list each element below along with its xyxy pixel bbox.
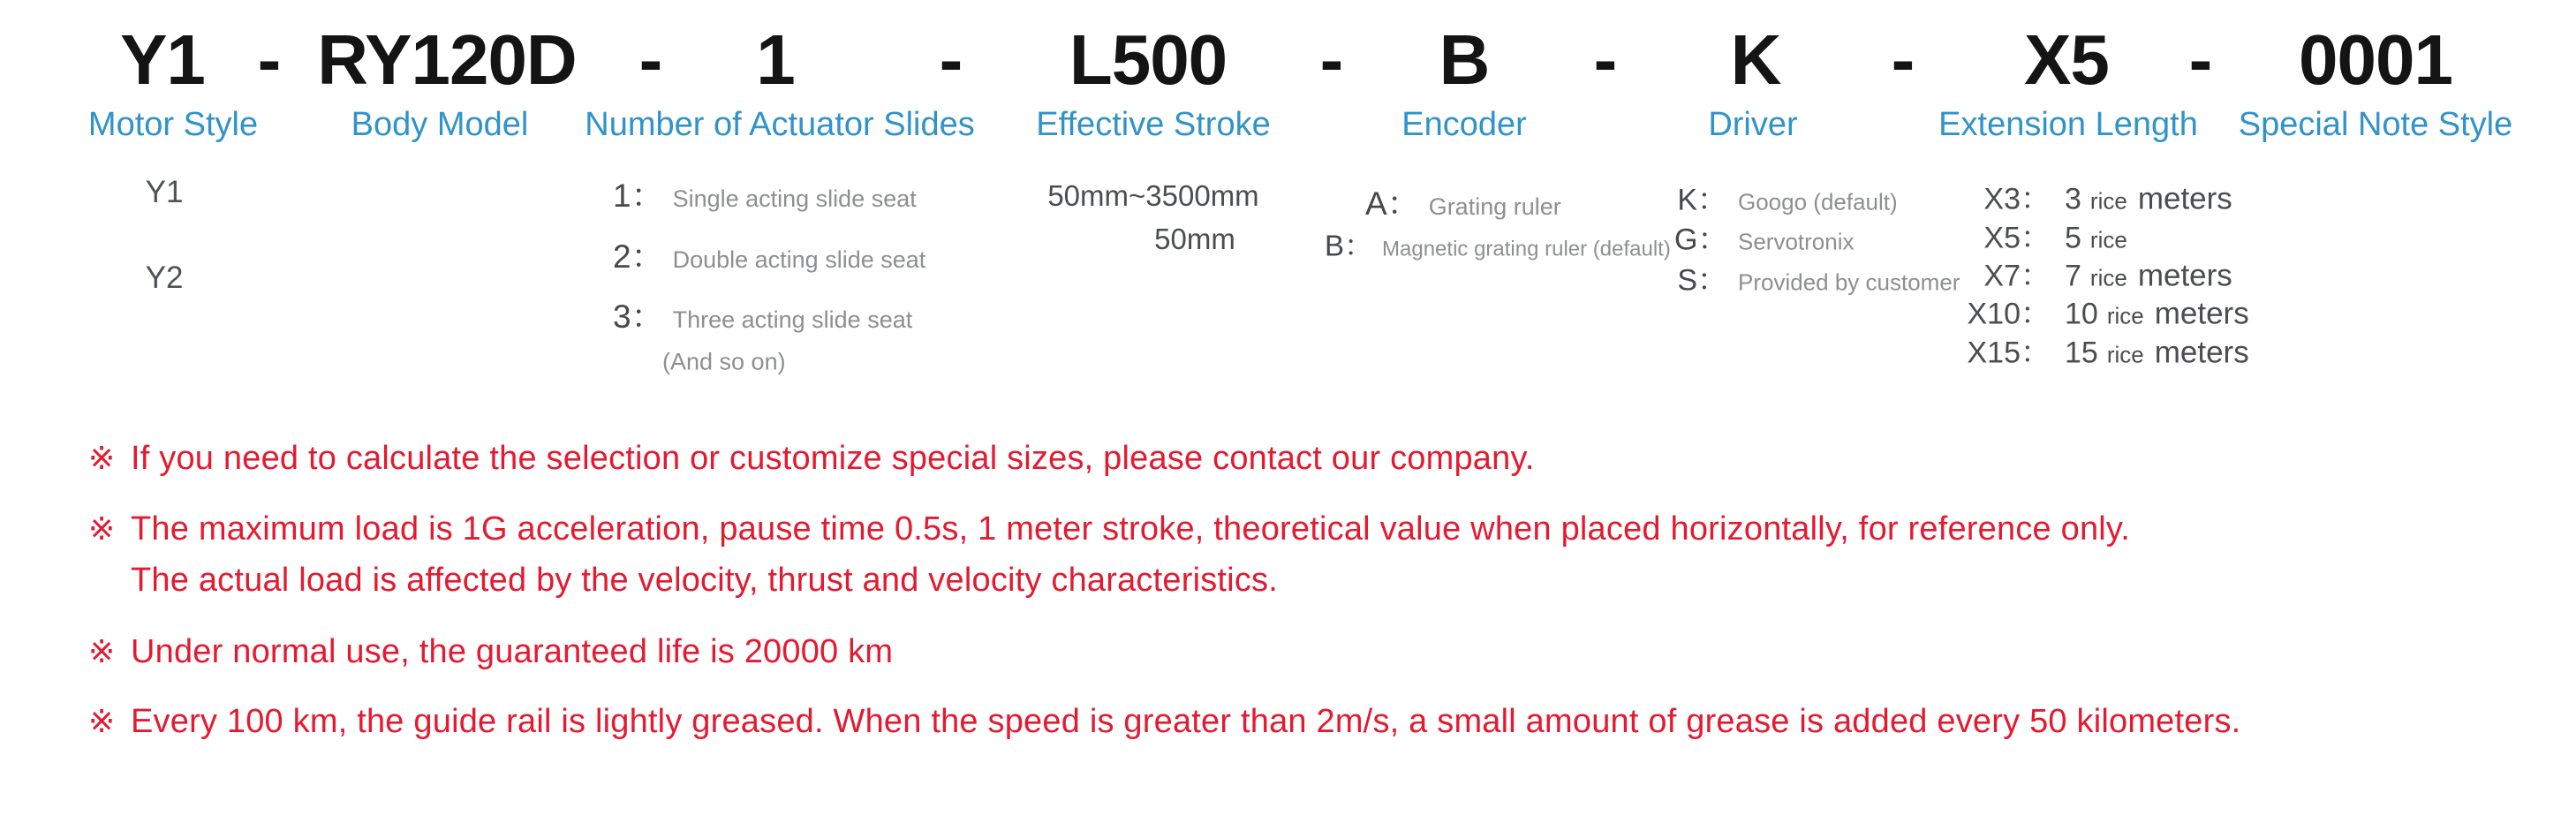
code-separator: - [638, 20, 663, 99]
option-driver-g [1674, 215, 1855, 259]
note-text: If you need to calculate the selection or customize special sizes, please contact our company. [131, 440, 1535, 477]
option-stroke-range: 50mm~3500mm [1047, 179, 1259, 212]
option-slides-etc: (And so on) [662, 348, 786, 375]
note-text: Under normal use, the guaranteed life is 20000 km [131, 633, 894, 670]
option-extension-x15 [1962, 329, 2249, 372]
option-driver-s [1674, 256, 1960, 299]
option-value: 10 [2065, 297, 2098, 331]
code-part-body-model: RY120D [317, 20, 577, 99]
code-part-slides: 1 [756, 20, 795, 99]
column-label-encoder: Encoder [1401, 106, 1527, 143]
code-part-driver: K [1730, 20, 1781, 99]
code-part-motor-style: Y1 [120, 20, 205, 99]
option-code: A： [1365, 185, 1420, 222]
option-motor-y1: Y1 [145, 175, 184, 209]
option-driver-k [1674, 176, 1898, 219]
code-part-special-note: 0001 [2299, 20, 2452, 99]
option-desc: Provided by customer [1738, 268, 1960, 296]
option-desc: Googo (default) [1738, 188, 1898, 215]
option-slides-1 [613, 169, 917, 216]
option-unit: meters [2137, 181, 2232, 216]
code-separator: - [257, 20, 282, 99]
option-unit-small: rice [2106, 302, 2144, 329]
option-extension-x5 [1962, 214, 2138, 257]
code-separator: - [2188, 20, 2213, 99]
note-text-continuation: The actual load is affected by the velocity, thrust and velocity characteristics. [131, 562, 1278, 599]
note-text: Every 100 km, the guide rail is lightly greased. When the speed is greater than 2m/s, a small amount of grease is added every 50 kilometers. [131, 703, 2241, 740]
note-1 [88, 433, 1535, 484]
option-extension-x7 [1962, 252, 2232, 295]
code-separator: - [1891, 20, 1915, 99]
option-code: X10： [1967, 297, 2051, 331]
option-unit: meters [2137, 258, 2232, 293]
option-code: B： [1325, 229, 1374, 262]
code-part-extension: X5 [2024, 20, 2109, 99]
option-code: X15： [1967, 336, 2051, 370]
option-slides-3 [613, 290, 912, 337]
option-unit-small: rice [2106, 341, 2144, 368]
note-2 [88, 503, 2130, 606]
column-label-body-model: Body Model [351, 106, 529, 143]
code-separator: - [1319, 20, 1344, 99]
option-code: 1： [613, 178, 664, 214]
option-code: 3： [613, 298, 664, 335]
option-value: 7 [2065, 259, 2081, 293]
column-label-stroke: Effective Stroke [1036, 106, 1271, 143]
note-3 [88, 626, 893, 677]
option-unit: meters [2154, 296, 2249, 331]
column-label-extension: Extension Length [1938, 106, 2198, 143]
option-code: X5： [1983, 221, 2051, 255]
option-unit: meters [2154, 335, 2249, 370]
option-code: S： [1677, 263, 1727, 298]
option-desc: Three acting slide seat [672, 306, 913, 333]
option-code: X7： [1983, 259, 2051, 293]
code-separator: - [939, 20, 963, 99]
option-desc: Grating ruler [1428, 193, 1561, 220]
column-label-driver: Driver [1708, 106, 1798, 143]
option-extension-x10 [1962, 290, 2249, 333]
option-desc: Magnetic grating ruler (default) [1382, 237, 1671, 261]
option-code: 2： [613, 238, 664, 275]
reference-mark: ※ [88, 440, 116, 476]
option-stroke-increment: 50mm [1154, 223, 1235, 255]
option-code: X3： [1983, 182, 2051, 216]
option-encoder-a [1365, 177, 1561, 224]
note-text: The maximum load is 1G acceleration, pause time 0.5s, 1 meter stroke, theoretical value when placed horizontally, for reference only. [131, 510, 2131, 548]
option-desc: Servotronix [1738, 228, 1855, 255]
option-value: 5 [2065, 221, 2081, 255]
reference-mark: ※ [88, 703, 116, 739]
option-unit-small: rice [2089, 187, 2127, 215]
option-code: G： [1674, 223, 1728, 257]
reference-mark: ※ [88, 633, 116, 669]
option-motor-y2: Y2 [145, 261, 184, 295]
code-part-stroke: L500 [1069, 20, 1228, 99]
option-extension-x3 [1962, 175, 2232, 218]
reference-mark: ※ [88, 510, 116, 547]
column-label-special-note: Special Note Style [2238, 106, 2513, 143]
option-value: 3 [2065, 182, 2081, 216]
option-code: K： [1677, 183, 1727, 217]
option-value: 15 [2065, 336, 2098, 370]
option-encoder-b [1325, 223, 1671, 265]
option-slides-2 [613, 230, 925, 277]
option-unit-small: rice [2089, 226, 2127, 253]
note-4 [88, 696, 2240, 747]
code-part-encoder: B [1439, 20, 1490, 99]
code-separator: - [1593, 20, 1618, 99]
option-unit-small: rice [2089, 264, 2127, 291]
column-label-motor-style: Motor Style [87, 106, 259, 143]
option-desc: Single acting slide seat [672, 185, 917, 212]
column-label-slides: Number of Actuator Slides [585, 106, 975, 143]
option-desc: Double acting slide seat [672, 246, 926, 273]
